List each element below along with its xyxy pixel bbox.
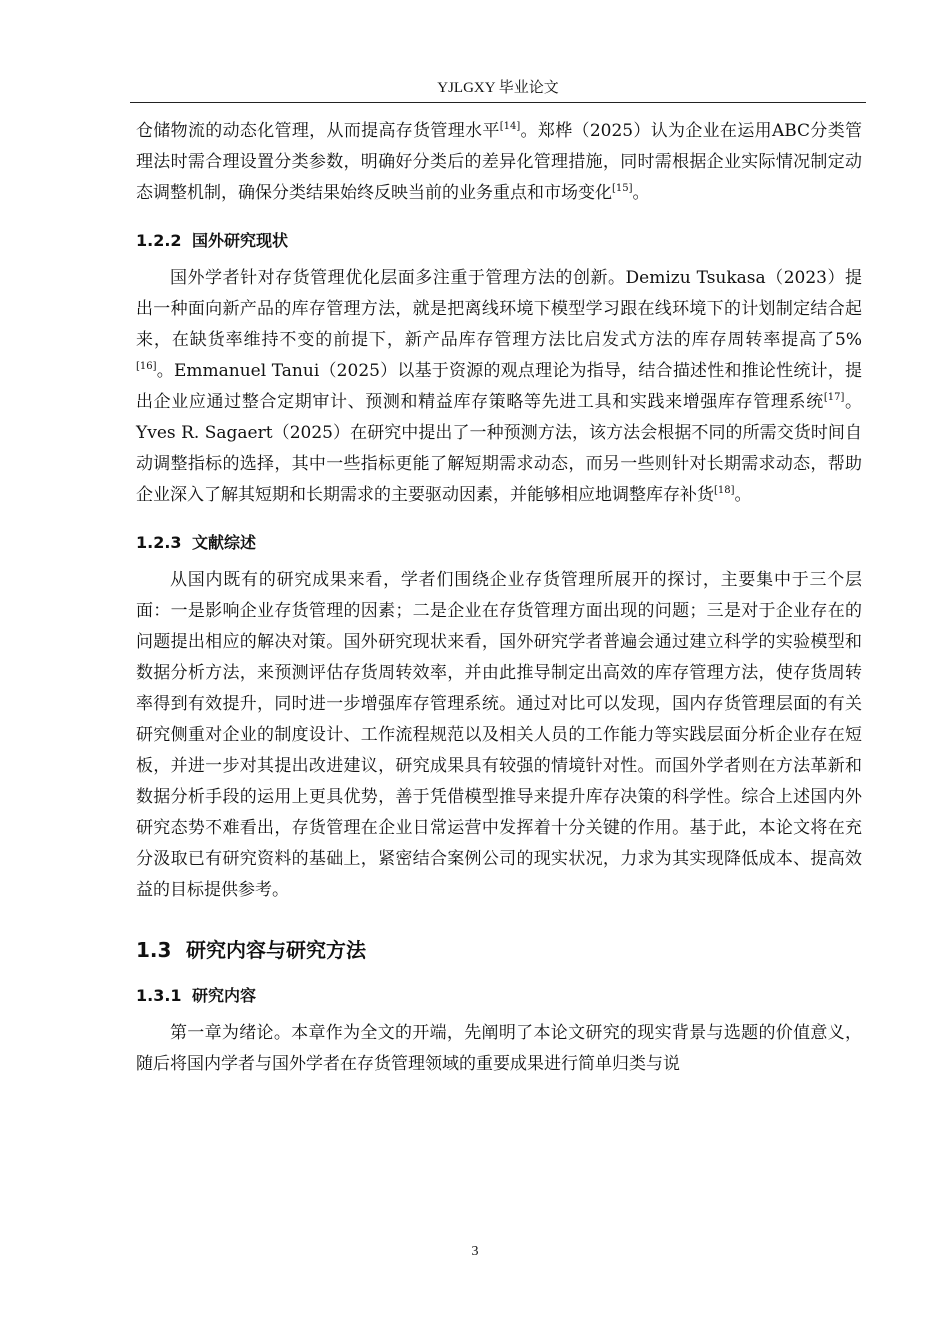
section-heading-1-2-2 bbox=[136, 229, 862, 253]
text-run: 。Emmanuel Tanui（2025）以基于资源的观点理论为指导，结合描述性和推论性统计，提出企业应通过整合定期审计、预测和精益库存策略等先进工具和实践来增强库存管理系统 bbox=[136, 361, 862, 412]
section-number: 1.2.3 bbox=[136, 533, 182, 552]
text-run: 。 bbox=[632, 183, 650, 203]
citation-16: [16] bbox=[136, 361, 157, 372]
text-run: 从国内既有的研究成果来看，学者们围绕企业存货管理所展开的探讨，主要集中于三个层面：一是影响企业存货管理的因素；二是企业在存货管理方面出现的问题；三是对于企业存在的问题提出相应的解决对策。国外研究现状来看，国外研究学者普遍会通过建立科学的实验模型和数据分析方法，来预测评估存货周转效率，并由此推导制定出高效的库存管理方法，使存货周转率得到有效提升，同时进一步增强库存管理系统。通过对比可以发现，国内存货管理层面的有关研究侧重对企业的制度设计、工作流程规范以及相关人员的工作能力等实践层面分析企业存在短板，并进一步对其提出改进建议，研究成果具有较强的情境针对性。而国外学者则在方法革新和数据分析手段的运用上更具优势，善于凭借模型推导来提升库存决策的科学性。综合上述国内外研究态势不难看出，存货管理在企业日常运营中发挥着十分关键的作用。基于此，本论文将在充分汲取已有研究资料的基础上，紧密结合案例公司的现实状况，力求为其实现降低成本、提高效益的目标提供参考。 bbox=[136, 570, 862, 900]
section-number: 1.3.1 bbox=[136, 986, 182, 1005]
citation-14: [14] bbox=[499, 121, 521, 132]
section-heading-1-3-1 bbox=[136, 984, 862, 1008]
section-number: 1.2.2 bbox=[136, 231, 182, 250]
paragraph-domestic-review-end bbox=[136, 116, 862, 209]
page-body bbox=[136, 114, 862, 1080]
text-run: 第一章为绪论。本章作为全文的开端，先阐明了本论文研究的现实背景与选题的价值意义，随后将国内学者与国外学者在存货管理领域的重要成果进行简单归类与说 bbox=[136, 1023, 862, 1074]
header-title: YJLGXY 毕业论文 bbox=[437, 80, 559, 96]
section-title: 研究内容与研究方法 bbox=[186, 938, 366, 962]
text-run: 。 bbox=[734, 485, 752, 505]
section-title: 国外研究现状 bbox=[192, 231, 289, 250]
citation-17: [17] bbox=[823, 392, 845, 403]
section-heading-1-3 bbox=[136, 936, 862, 964]
section-heading-1-2-3 bbox=[136, 531, 862, 555]
citation-15: [15] bbox=[612, 183, 633, 194]
paragraph-foreign-research bbox=[136, 263, 862, 511]
paragraph-research-content bbox=[136, 1018, 862, 1080]
text-run: 国外学者针对存货管理优化层面多注重于管理方法的创新。Demizu Tsukasa（2023）提出一种面向新产品的库存管理方法，就是把离线环境下模型学习跟在线环境下的计划制定结合起来，在缺货率维持不变的前提下，新产品库存管理方法比启发式方法的库存周转率提高了5% bbox=[136, 268, 862, 350]
text-run: 仓储物流的动态化管理，从而提高存货管理水平 bbox=[136, 121, 500, 141]
section-number: 1.3 bbox=[136, 938, 172, 962]
text-run: 。Yves R. Sagaert（2025）在研究中提出了一种预测方法，该方法会根据不同的所需交货时间自动调整指标的选择，其中一些指标更能了解短期需求动态，而另一些则针对长期需求动态，帮助企业深入了解其短期和长期需求的主要驱动因素，并能够相应地调整库存补货 bbox=[136, 392, 863, 505]
paragraph-literature-review bbox=[136, 565, 862, 906]
page-header bbox=[130, 76, 866, 103]
section-title: 研究内容 bbox=[192, 986, 257, 1005]
section-title: 文献综述 bbox=[192, 533, 257, 552]
citation-18: [18] bbox=[714, 485, 735, 496]
page-number: 3 bbox=[471, 1244, 479, 1259]
text-run: 。郑桦（2025）认为企业在运用ABC分类管理法时需合理设置分类参数，明确好分类后的差异化管理措施，同时需根据企业实际情况制定动态调整机制，确保分类结果始终反映当前的业务重点和市场变化 bbox=[136, 121, 863, 203]
